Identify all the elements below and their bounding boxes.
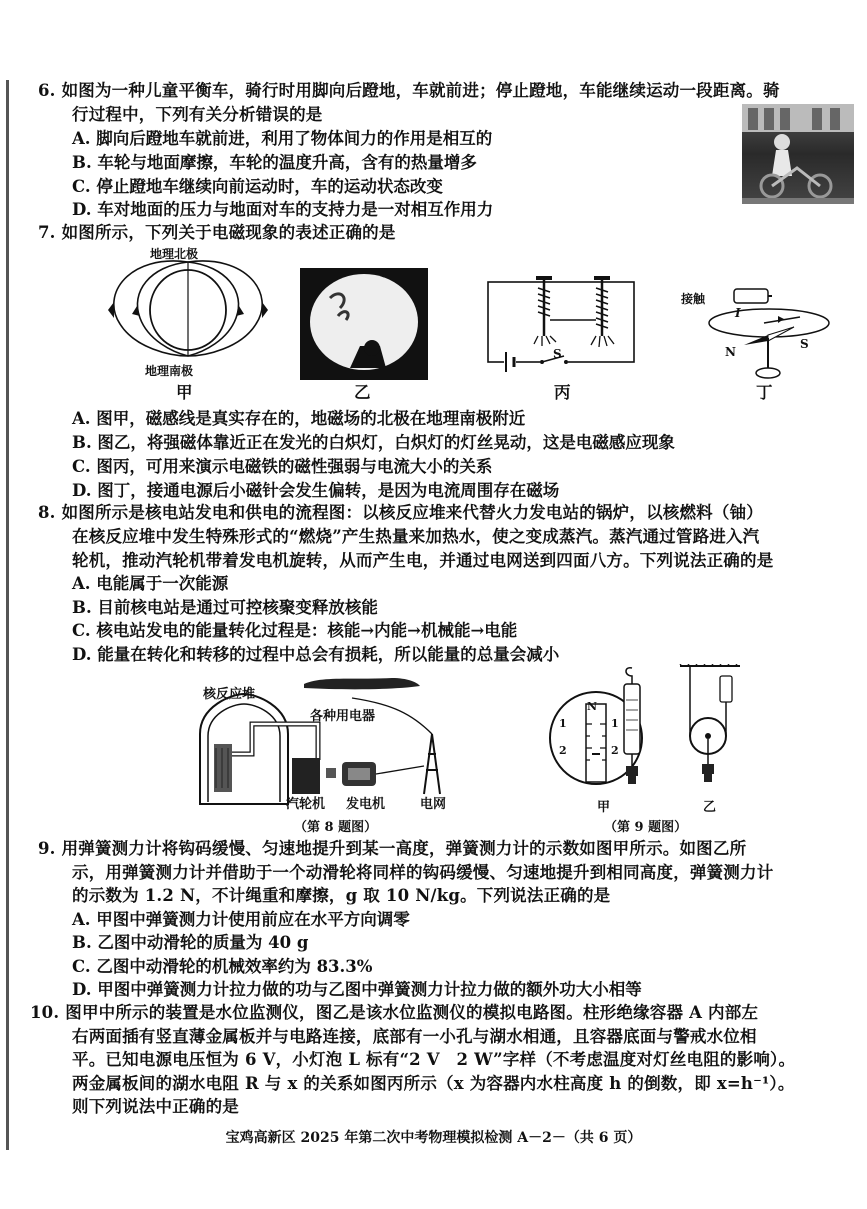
fig9-label-jia: 甲 — [597, 800, 611, 815]
q6-stem-line2: 行过程中，下列有关分析错误的是 — [72, 105, 323, 124]
q9-stem-line3: 的示数为 1.2 N，不计绳重和摩擦，g 取 10 N/kg。下列说法正确的是 — [72, 886, 611, 905]
fig-electromagnet-circuit — [484, 276, 640, 376]
q8-option-b: B. 目前核电站是通过可控核聚变释放核能 — [72, 598, 378, 617]
q8-option-c: C. 核电站发电的能量转化过程是：核能→内能→机械能→电能 — [72, 621, 518, 640]
q8-option-a: A. 电能属于一次能源 — [72, 574, 229, 593]
q9-option-a: A. 甲图中弹簧测力计使用前应在水平方向调零 — [72, 910, 410, 929]
q6-option-d: D. 车对地面的压力与地面对车的支持力是一对相互作用力 — [72, 200, 494, 219]
fig7-switch-s: S — [553, 347, 562, 361]
fig8-label-appliances: 各种用电器 — [310, 709, 376, 724]
fig7-needle-s: S — [800, 337, 809, 351]
fig7-label-yi: 乙 — [354, 383, 371, 402]
fig7-contact-label: 接触 — [681, 292, 706, 306]
q10-stem-line4: 两金属板间的湖水电阻 R 与 x 的关系如图丙所示（x 为容器内水柱高度 h 的倒数，即 x=h⁻¹）。 — [72, 1074, 795, 1093]
label-geographic-south: 地理南极 — [145, 364, 194, 378]
label-geographic-north: 地理北极 — [150, 247, 199, 261]
fig9-tick-1-right: 1 — [611, 717, 619, 730]
q9-option-b: B. 乙图中动滑轮的质量为 40 g — [72, 933, 309, 952]
fig7-current-i: I — [735, 306, 741, 320]
fig-bulb-photo — [300, 268, 428, 380]
q8-stem-line3: 轮机，推动汽轮机带着发电机旋转，从而产生电，并通过电网送到四面八方。下列说法正确的是 — [72, 551, 774, 570]
q7-option-d: D. 图丁，接通电源后小磁针会发生偏转，是因为电流周围存在磁场 — [72, 481, 560, 500]
q6-option-c: C. 停止蹬地车继续向前运动时，车的运动状态改变 — [72, 177, 443, 196]
balance-bike-photo — [742, 104, 854, 204]
q6-option-a: A. 脚向后蹬地车就前进，利用了物体间力的作用是相互的 — [72, 129, 493, 148]
q10-stem-line3: 平。已知电源电压恒为 6 V，小灯泡 L 标有“2 V 2 W”字样（不考虑温度对灯丝电阻的影响）。 — [72, 1050, 796, 1069]
q7-stem: 7. 如图所示，下列关于电磁现象的表述正确的是 — [38, 223, 396, 242]
fig8-caption: （第 8 题图） — [294, 820, 378, 835]
fig7-label-bing: 丙 — [554, 383, 571, 402]
scan-edge-line — [6, 80, 9, 1150]
fig9-tick-2-right: 2 — [611, 744, 619, 757]
q10-stem-line1: 10. 图甲中所示的装置是水位监测仪，图乙是该水位监测仪的模拟电路图。柱形绝缘容器 A 内部左 — [30, 1003, 759, 1022]
q7-option-a: A. 图甲，磁感线是真实存在的，地磁场的北极在地理南极附近 — [72, 409, 526, 428]
fig9-caption: （第 9 题图） — [604, 820, 688, 835]
fig9-label-yi: 乙 — [703, 800, 717, 815]
fig-spring-scale-pulley — [540, 664, 750, 796]
fig7-label-ding: 丁 — [756, 383, 773, 402]
q7-option-b: B. 图乙，将强磁体靠近正在发光的白炽灯，白炽灯的灯丝晃动，这是电磁感应现象 — [72, 433, 675, 452]
q9-stem-line1: 9. 用弹簧测力计将钩码缓慢、匀速地提升到某一高度，弹簧测力计的示数如图甲所示。如图乙所 — [38, 839, 747, 858]
q9-option-d: D. 甲图中弹簧测力计拉力做的功与乙图中弹簧测力计拉力做的额外功大小相等 — [72, 980, 642, 999]
fig9-scale-n: N — [587, 700, 598, 713]
q6-stem-line1: 6. 如图为一种儿童平衡车，骑行时用脚向后蹬地，车就前进；停止蹬地，车能继续运动一段距离。骑 — [38, 81, 780, 100]
fig7-label-jia: 甲 — [176, 383, 193, 402]
fig-oersted-experiment — [704, 283, 834, 383]
fig8-label-reactor: 核反应堆 — [203, 687, 256, 702]
q10-stem-line5: 则下列说法中正确的是 — [72, 1097, 239, 1116]
q6-option-b: B. 车轮与地面摩擦，车轮的温度升高，含有的热量增多 — [72, 153, 477, 172]
fig8-label-generator: 发电机 — [346, 797, 386, 812]
fig9-tick-2-left: 2 — [559, 744, 567, 757]
q9-stem-line2: 示，用弹簧测力计并借助于一个动滑轮将同样的钩码缓慢、匀速地提升到相同高度，弹簧测力计 — [72, 863, 774, 882]
q9-option-c: C. 乙图中动滑轮的机械效率约为 83.3% — [72, 957, 373, 976]
q10-stem-line2: 右两面插有竖直薄金属板并与电路连接，底部有一小孔与湖水相通，且容器底面与警戒水位相 — [72, 1027, 757, 1046]
fig7-needle-n: N — [725, 345, 736, 359]
q8-stem-line1: 8. 如图所示是核电站发电和供电的流程图：以核反应堆来代替火力发电站的锅炉，以核燃料（铀） — [38, 503, 763, 522]
q8-stem-line2: 在核反应堆中发生特殊形式的“燃烧”产生热量来加热水，使之变成蒸汽。蒸汽通过管路进入汽 — [72, 527, 760, 546]
page-footer: 宝鸡高新区 2025 年第二次中考物理模拟检测 A－2－（共 6 页） — [225, 1130, 642, 1146]
fig9-tick-1-left: 1 — [559, 717, 567, 730]
q7-option-c: C. 图丙，可用来演示电磁铁的磁性强弱与电流大小的关系 — [72, 457, 493, 476]
fig8-label-grid: 电网 — [420, 797, 447, 812]
q8-option-d: D. 能量在转化和转移的过程中总会有损耗，所以能量的总量会减小 — [72, 645, 560, 664]
fig8-label-turbine: 汽轮机 — [286, 797, 326, 812]
